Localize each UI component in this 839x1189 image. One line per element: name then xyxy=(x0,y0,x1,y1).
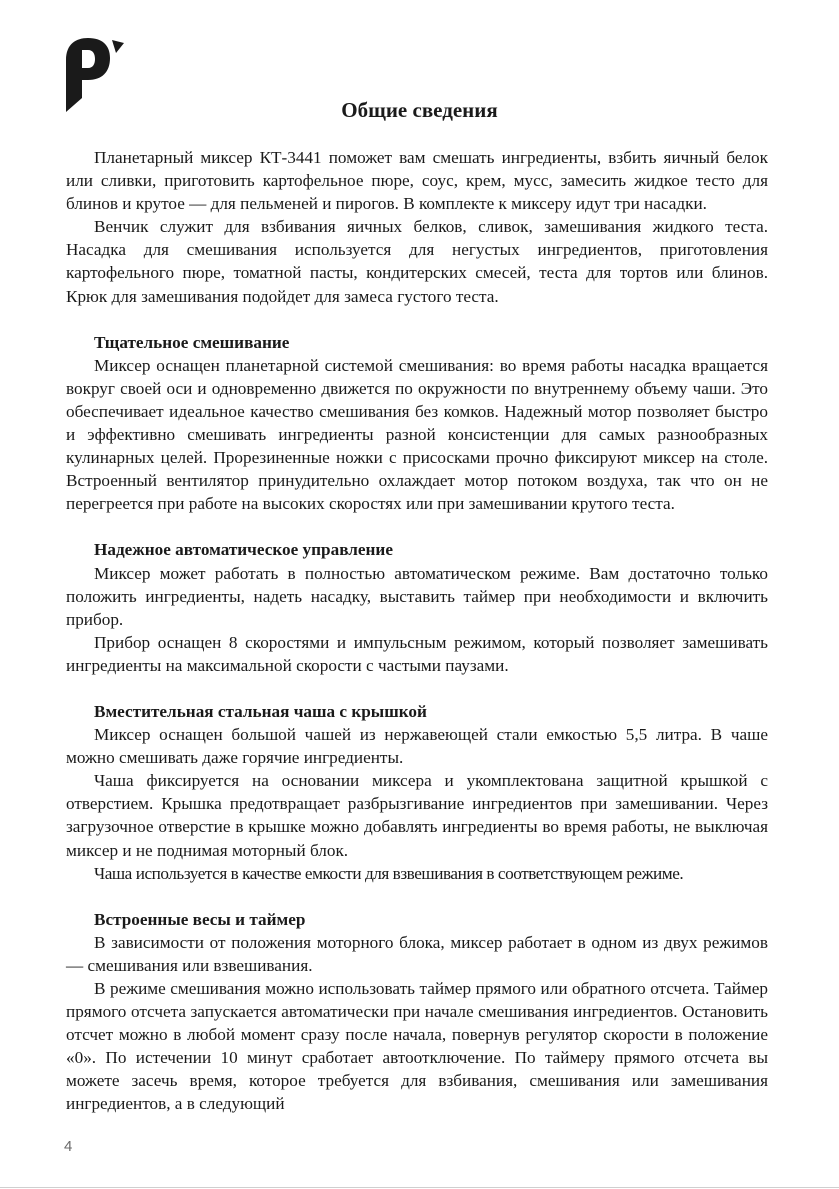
section-paragraph: Чаша используется в качестве емкости для взвешивания в соответствующем режиме. xyxy=(94,863,684,883)
section-heading: Вместительная стальная чаша с крышкой xyxy=(94,701,427,721)
page-bottom-divider xyxy=(0,1187,839,1188)
section-paragraph: Миксер оснащен большой чашей из нержавеющей стали емкостью 5,5 литра. В чаше можно смешивать даже горячие ингредиенты. xyxy=(66,725,768,768)
document-body xyxy=(66,146,768,1116)
section-paragraph: Прибор оснащен 8 скоростями и импульсным режимом, который позволяет замешивать ингредиенты на максимальной скорости с частыми паузами. xyxy=(66,632,768,675)
section-paragraph: Чаша фиксируется на основании миксера и укомплектована защитной крышкой с отверстием. Крышка предотвращает разбрызгивание ингредиентов при замешивании. Через загрузочное отверстие в крышке можно добавлять ингредиенты во время работы, не выключая миксер и не поднимая моторный блок. xyxy=(66,771,768,860)
section-paragraph: Миксер оснащен планетарной системой смешивания: во время работы насадка вращается вокруг своей оси и одновременно движется по окружности по внутреннему объему чаши. Это обеспечивает идеальное качество смешивания без комков. Надежный мотор позволяет быстро и эффективно смешивать ингредиенты разной консистенции для самых разнообразных кулинарных целей. Прорезиненные ножки с присосками прочно фиксируют миксер на столе. Встроенный вентилятор принудительно охлаждает мотор потоком воздуха, так что он не перегреется при работе на высоких скоростях или при замешивании крутого теста. xyxy=(66,355,768,514)
intro-paragraph-2: Венчик служит для взбивания яичных белков, сливок, замешивания жидкого теста. Насадка для смешивания используется для негустых ингредиентов, приготовления картофельного пюре, томатной пасты, кондитерских смесей, теста для тортов или блинов. Крюк для замешивания подойдет для замеса густого теста. xyxy=(66,217,768,306)
section-paragraph: В режиме смешивания можно использовать таймер прямого или обратного отсчета. Таймер прямого отсчета запускается автоматически при начале смешивания ингредиентов. Остановить отсчет можно в любой момент сразу после начала, повернув регулятор скорости в положение «0». По истечении 10 минут сработает автоотключение. По таймеру прямого отсчета вы можете засечь время, которое требуется для взбивания, смешивания или замешивания ингредиентов, а в следующий xyxy=(66,979,768,1114)
section-control xyxy=(66,538,768,677)
section-paragraph: Миксер может работать в полностью автоматическом режиме. Вам достаточно только положить ингредиенты, надеть насадку, выставить таймер при необходимости и включить прибор. xyxy=(66,563,768,629)
section-heading: Надежное автоматическое управление xyxy=(94,540,393,560)
section-bowl xyxy=(66,700,768,885)
section-scales-timer xyxy=(66,908,768,1116)
section-heading: Встроенные весы и таймер xyxy=(94,909,306,929)
section-mixing xyxy=(66,331,768,516)
intro-paragraph-1: Планетарный миксер КТ-3441 поможет вам смешать ингредиенты, взбить яичный белок или сливки, приготовить картофельное пюре, соус, крем, мусс, замесить жидкое тесто для блинов и крутое — для пельменей и пирогов. В комплекте к миксеру идут три насадки. xyxy=(66,148,768,214)
section-heading: Тщательное смешивание xyxy=(94,332,290,352)
section-paragraph: В зависимости от положения моторного блока, миксер работает в одном из двух режимов — смешивания или взвешивания. xyxy=(66,932,768,975)
page-title: Общие сведения xyxy=(341,98,498,122)
page-number: 4 xyxy=(64,1138,73,1155)
